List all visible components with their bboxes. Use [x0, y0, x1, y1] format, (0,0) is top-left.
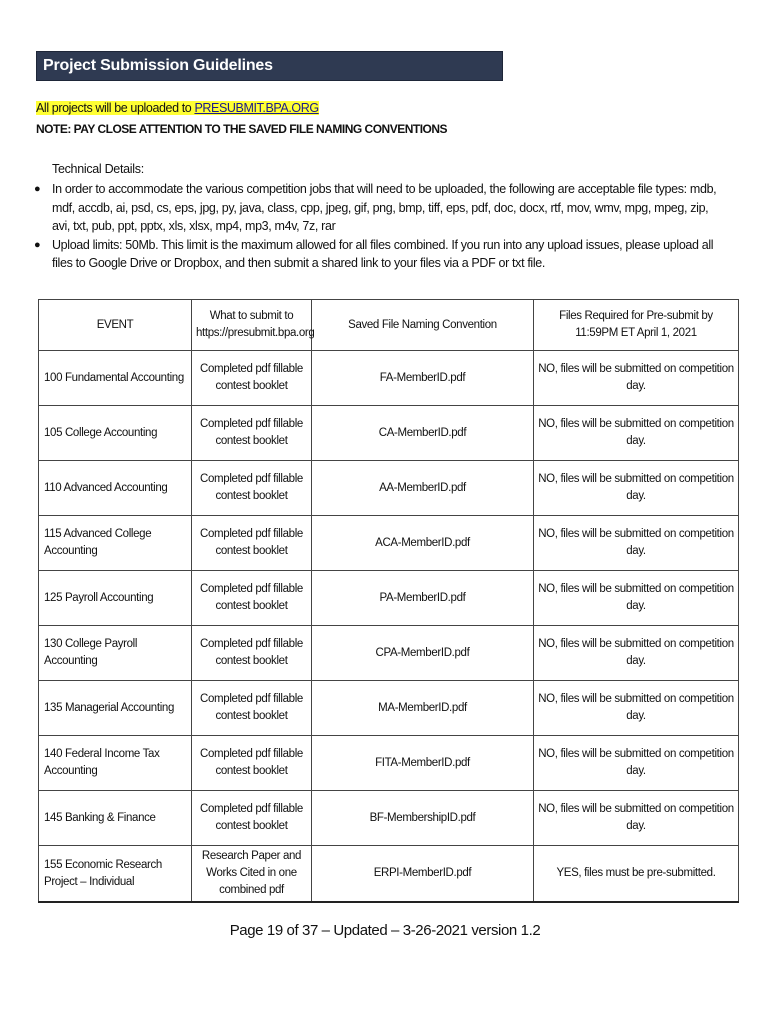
naming-cell: MA-MemberID.pdf: [312, 681, 534, 736]
naming-note: NOTE: PAY CLOSE ATTENTION TO THE SAVED FILE NAMING CONVENTIONS: [36, 122, 448, 136]
table-header-row: [39, 300, 739, 351]
event-cell: 100 Fundamental Accounting: [39, 351, 192, 406]
upload-instruction: [36, 101, 319, 116]
table-row: [39, 626, 739, 681]
presubmit-link[interactable]: PRESUBMIT.BPA.ORG: [194, 101, 319, 115]
naming-cell: BF-MembershipID.pdf: [312, 791, 534, 846]
table-row: [39, 571, 739, 626]
event-cell: 145 Banking & Finance: [39, 791, 192, 846]
event-cell: 105 College Accounting: [39, 406, 192, 461]
technical-details-heading: Technical Details:: [52, 162, 144, 176]
table-row: [39, 736, 739, 791]
table-row: [39, 791, 739, 846]
submit-cell: Completed pdf fillable contest booklet: [192, 461, 312, 516]
event-cell: 125 Payroll Accounting: [39, 571, 192, 626]
naming-cell: CPA-MemberID.pdf: [312, 626, 534, 681]
submission-table: [38, 299, 739, 903]
naming-cell: ERPI-MemberID.pdf: [312, 846, 534, 903]
technical-details-list: [34, 180, 724, 273]
naming-cell: FA-MemberID.pdf: [312, 351, 534, 406]
presubmit-cell: NO, files will be submitted on competition day.: [534, 736, 739, 791]
naming-cell: PA-MemberID.pdf: [312, 571, 534, 626]
presubmit-cell: NO, files will be submitted on competition day.: [534, 571, 739, 626]
submit-cell: Research Paper and Works Cited in one combined pdf: [192, 846, 312, 903]
section-title-bar: Project Submission Guidelines: [36, 51, 503, 81]
list-item: [34, 180, 724, 236]
submit-cell: Completed pdf fillable contest booklet: [192, 736, 312, 791]
presubmit-cell: NO, files will be submitted on competition day.: [534, 406, 739, 461]
presubmit-cell: YES, files must be pre-submitted.: [534, 846, 739, 903]
naming-cell: ACA-MemberID.pdf: [312, 516, 534, 571]
event-cell: 110 Advanced Accounting: [39, 461, 192, 516]
presubmit-cell: NO, files will be submitted on competition day.: [534, 626, 739, 681]
table-row: [39, 681, 739, 736]
submit-cell: Completed pdf fillable contest booklet: [192, 516, 312, 571]
header-what-to-submit: What to submit to https://presubmit.bpa.org: [192, 300, 312, 351]
list-item: [34, 236, 724, 273]
upload-instruction-text: All projects will be uploaded to: [36, 101, 195, 115]
header-presubmit: Files Required for Pre-submit by 11:59PM ET April 1, 2021: [534, 300, 739, 351]
submit-cell: Completed pdf fillable contest booklet: [192, 351, 312, 406]
table-row: [39, 351, 739, 406]
event-cell: 140 Federal Income Tax Accounting: [39, 736, 192, 791]
naming-cell: CA-MemberID.pdf: [312, 406, 534, 461]
event-cell: 135 Managerial Accounting: [39, 681, 192, 736]
bullet-text: In order to accommodate the various competition jobs that will need to be uploaded, the following are acceptable file types: mdb, mdf, accdb, ai, psd, cs, eps, jpg, py, java, class, cpp, jpeg, gif, png, bmp, tiff, eps, pdf, doc, docx, rtf, mov, wmv, mpg, mpeg, zip, avi, txt, pub, ppt, pptx, xls, xlsx, mp4, mp3, m4v, 7z, rar: [52, 182, 717, 233]
presubmit-cell: NO, files will be submitted on competition day.: [534, 791, 739, 846]
presubmit-cell: NO, files will be submitted on competition day.: [534, 681, 739, 736]
naming-cell: AA-MemberID.pdf: [312, 461, 534, 516]
event-cell: 155 Economic Research Project – Individual: [39, 846, 192, 903]
bullet-icon: ●: [34, 238, 41, 251]
header-naming-convention: Saved File Naming Convention: [312, 300, 534, 351]
bullet-icon: ●: [34, 183, 41, 195]
presubmit-cell: NO, files will be submitted on competition day.: [534, 516, 739, 571]
header-event: EVENT: [39, 300, 192, 351]
submit-cell: Completed pdf fillable contest booklet: [192, 406, 312, 461]
event-cell: 130 College Payroll Accounting: [39, 626, 192, 681]
table-row: [39, 461, 739, 516]
presubmit-cell: NO, files will be submitted on competition day.: [534, 351, 739, 406]
submit-cell: Completed pdf fillable contest booklet: [192, 791, 312, 846]
table-row: [39, 516, 739, 571]
table-row: [39, 846, 739, 903]
submit-cell: Completed pdf fillable contest booklet: [192, 571, 312, 626]
page-footer: Page 19 of 37 – Updated – 3-26-2021 version 1.2: [229, 922, 541, 939]
bullet-text: Upload limits: 50Mb. This limit is the maximum allowed for all files combined. If you run into any upload issues, please upload all files to Google Drive or Dropbox, and then submit a shared link to your files via a PDF or txt file.: [52, 237, 714, 270]
naming-cell: FITA-MemberID.pdf: [312, 736, 534, 791]
presubmit-cell: NO, files will be submitted on competition day.: [534, 461, 739, 516]
table-row: [39, 406, 739, 461]
event-cell: 115 Advanced College Accounting: [39, 516, 192, 571]
submit-cell: Completed pdf fillable contest booklet: [192, 681, 312, 736]
submit-cell: Completed pdf fillable contest booklet: [192, 626, 312, 681]
